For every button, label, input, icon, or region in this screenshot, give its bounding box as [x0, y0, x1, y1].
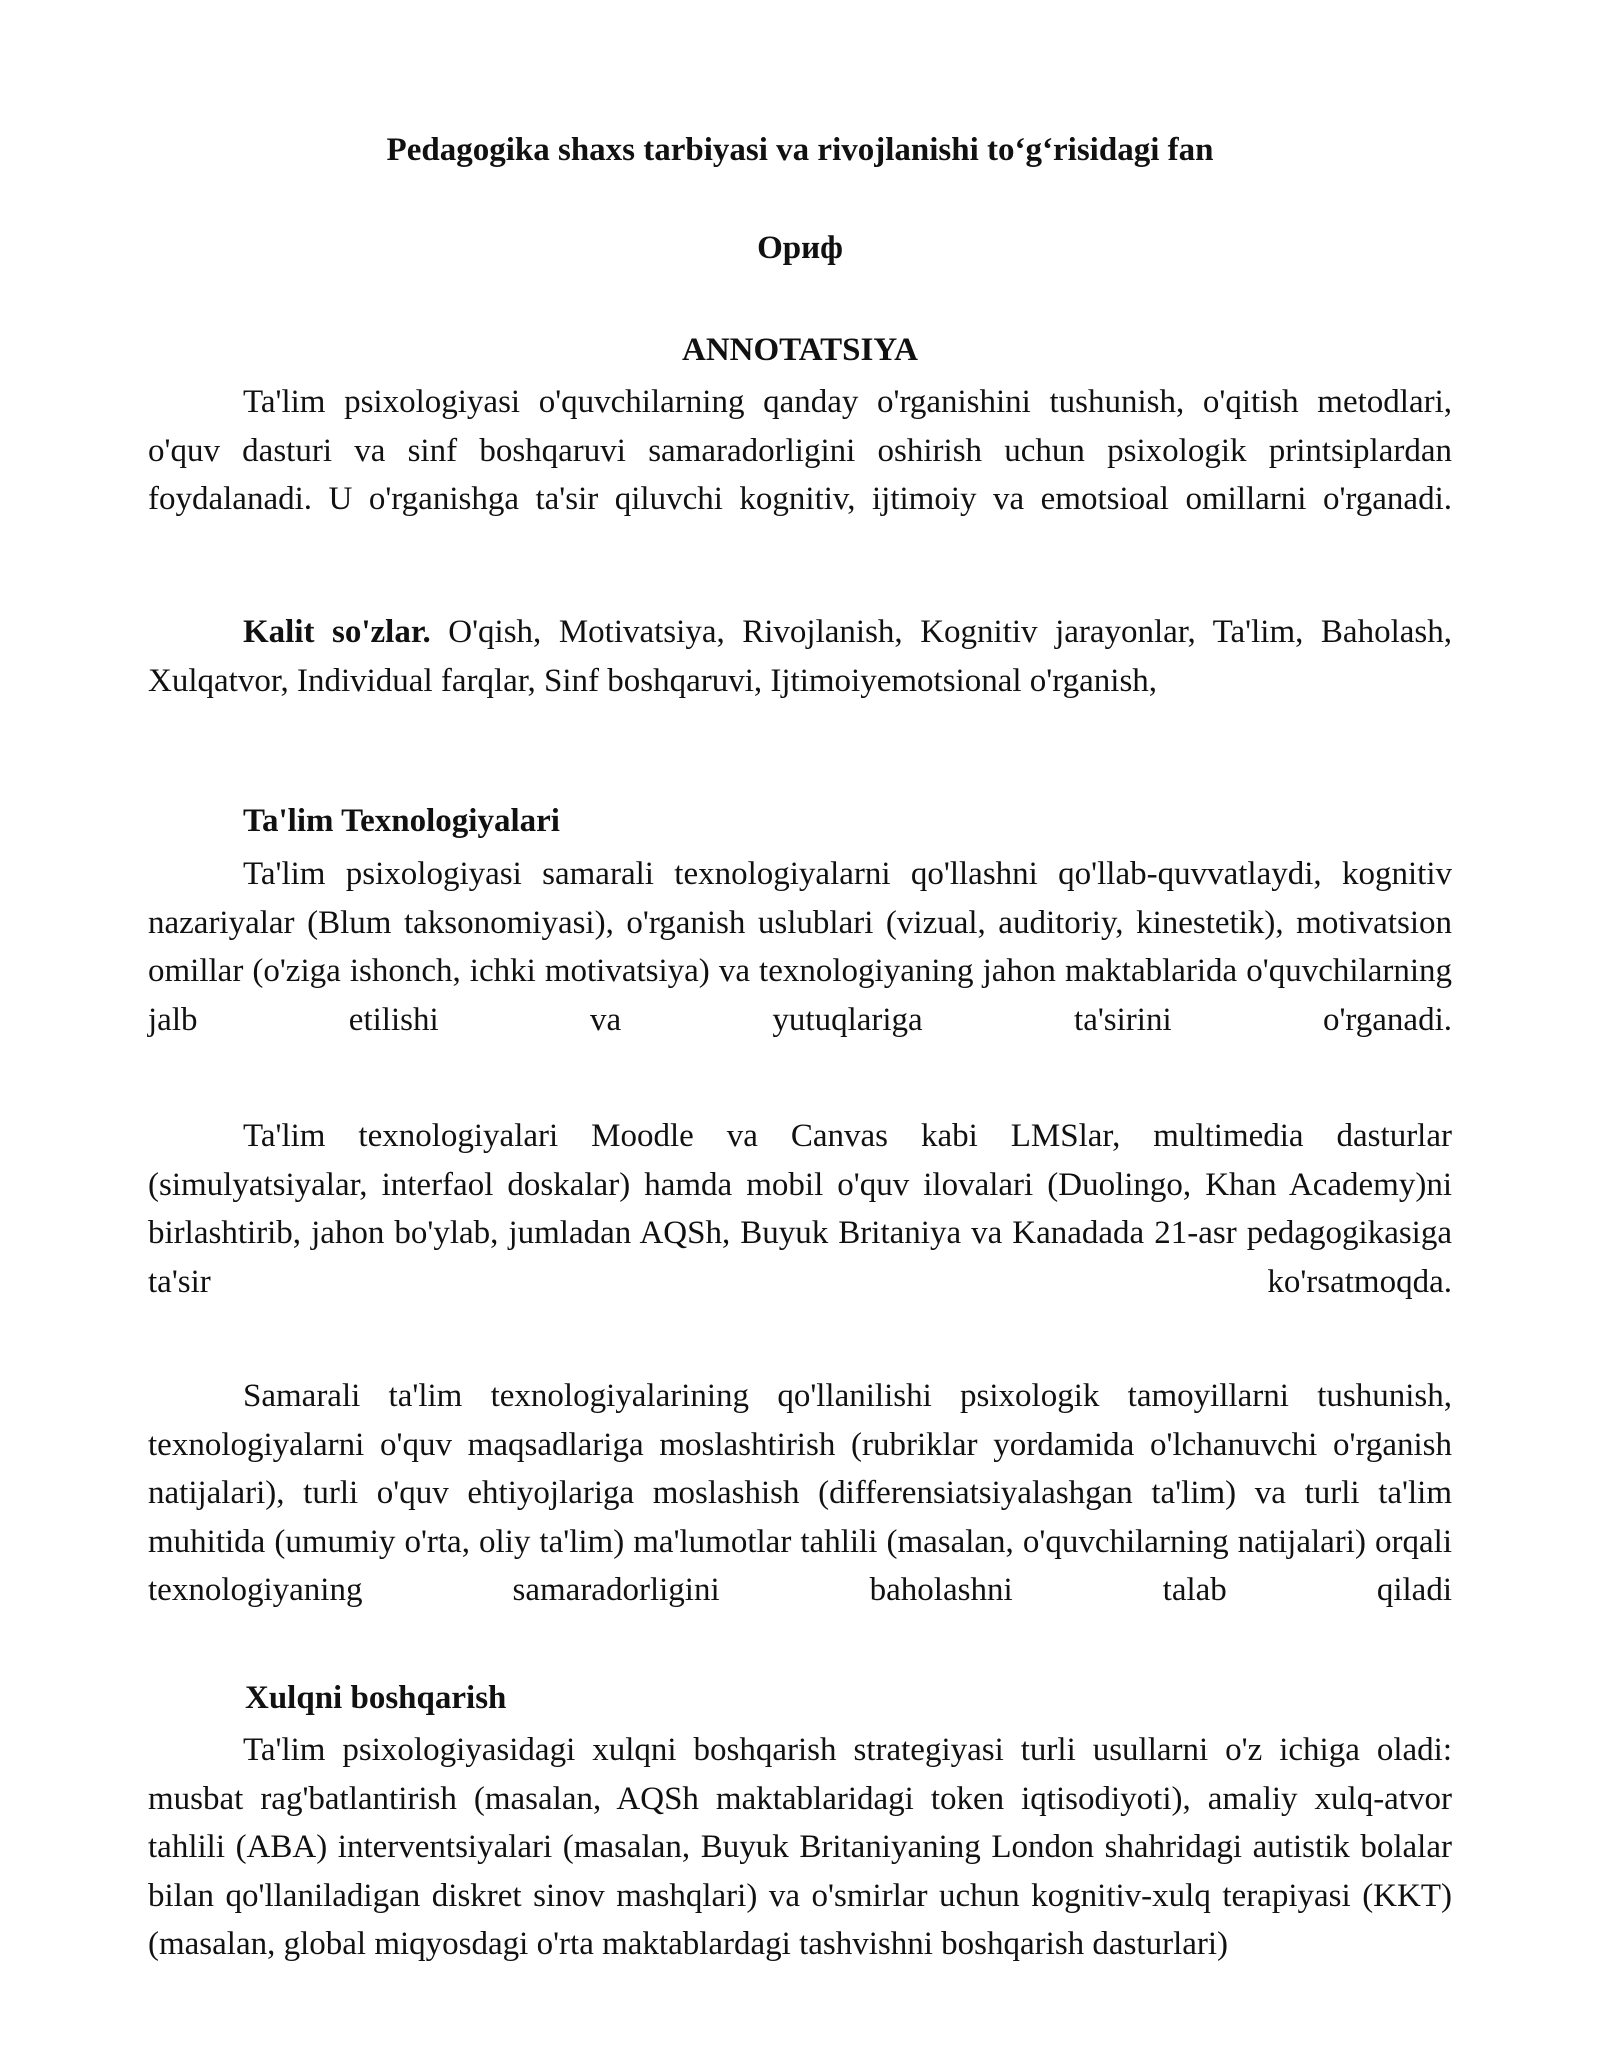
- technologies-paragraph-2: Ta'lim texnologiyalari Moodle va Canvas kabi LMSlar, multimedia dasturlar (simulyatsiyalar, interfaol doskalar) hamda mobil o'quv ilovalari (Duolingo, Khan Academy)ni birlashtirib, jahon bo'ylab, jumladan AQSh, Buyuk Britaniya va Kanadada 21-asr pedagogikasiga ta'sir ko'rsatmoqda.: [148, 1118, 1452, 1300]
- technologies-paragraph-1: Ta'lim psixologiyasi samarali texnologiyalarni qo'llashni qo'llab-quvvatlaydi, kognitiv nazariyalar (Blum taksonomiyasi), o'rganish uslublari (vizual, auditoriy, kinestetik), motivatsion omillar (o'ziga ishonch, ichki motivatsiya) va texnologiyaning jahon maktablarida o'quvchilarning jalb etilishi va yutuqlariga ta'sirini o'rganadi.: [148, 856, 1452, 1038]
- annotation-heading: ANNOTATSIYA: [682, 332, 918, 368]
- document-title: Pedagogika shaxs tarbiyasi va rivojlanishi to‘g‘risidagi fan: [386, 132, 1214, 168]
- author-name: Ориф: [757, 230, 843, 266]
- keywords-text: O'qish, Motivatsiya, Rivojlanish, Kognitiv jarayonlar, Ta'lim, Baholash, Xulqatvor, Individual farqlar, Sinf boshqaruvi, Ijtimoiyemotsional o'rganish,: [148, 614, 1452, 699]
- behavior-paragraph-1: Ta'lim psixologiyasidagi xulqni boshqarish strategiyasi turli usullarni o'z ichiga oladi: musbat rag'batlantirish (masalan, AQSh maktablaridagi token iqtisodiyoti), amaliy xulq-atvor tahlili (ABA) interventsiyalari (masalan, Buyuk Britaniyaning London shahridagi autistik bolalar bilan qo'llaniladigan diskret sinov mashqlari) va o'smirlar uchun kognitiv-xulq terapiyasi (KKT) (masalan, global miqyosdagi o'rta maktablardagi tashvishni boshqarish dasturlari): [148, 1732, 1452, 1962]
- section-heading-behavior: Xulqni boshqarish: [245, 1680, 507, 1716]
- keywords-paragraph: [148, 608, 1452, 705]
- annotation-body: Ta'lim psixologiyasi o'quvchilarning qanday o'rganishini tushunish, o'qitish metodlari, o'quv dasturi va sinf boshqaruvi samaradorligini oshirish uchun psixologik printsiplardan foydalanadi. U o'rganishga ta'sir qiluvchi kognitiv, ijtimoiy va emotsioal omillarni o'rganadi.: [148, 384, 1452, 517]
- keywords-label: Kalit so'zlar.: [243, 614, 431, 650]
- section-heading-technologies: Ta'lim Texnologiyalari: [243, 803, 560, 839]
- technologies-paragraph-3: Samarali ta'lim texnologiyalarining qo'llanilishi psixologik tamoyillarni tushunish, texnologiyalarni o'quv maqsadlariga moslashtirish (rubriklar yordamida o'lchanuvchi o'rganish natijalari), turli o'quv ehtiyojlariga moslashish (differensiatsiyalashgan ta'lim) va turli ta'lim muhitida (umumiy o'rta, oliy ta'lim) ma'lumotlar tahlili (masalan, o'quvchilarning natijalari) orqali texnologiyaning samaradorligini baholashni talab qiladi: [148, 1378, 1452, 1608]
